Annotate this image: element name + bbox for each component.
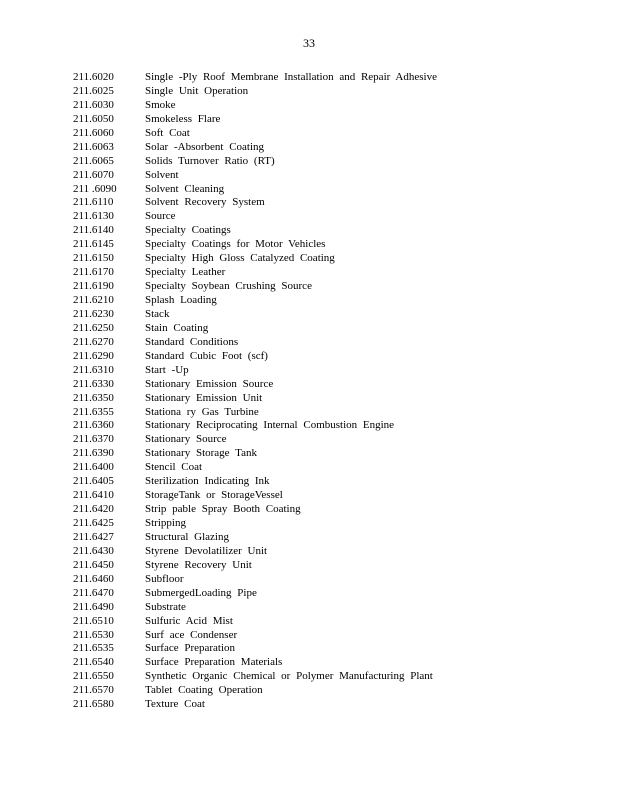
defined-term: Soft Coat [145, 126, 190, 139]
defined-term: Solvent [145, 168, 179, 181]
defined-term: Stain Coating [145, 321, 209, 334]
defined-term: Stationary Emission Source [145, 377, 274, 390]
section-code: 211.6130 [73, 210, 114, 223]
section-code: 211.6420 [73, 503, 114, 516]
list-item [73, 573, 593, 587]
defined-term: Single Unit Operation [145, 84, 249, 97]
list-item [73, 642, 593, 656]
list-item [73, 210, 593, 224]
section-code: 211.6290 [73, 349, 114, 362]
section-code: 211.6110 [73, 196, 114, 209]
list-item [73, 196, 593, 210]
section-code: 211.6425 [73, 517, 114, 529]
defined-term: Stencil Coat [145, 461, 203, 474]
list-item [73, 183, 593, 197]
section-code: 211 .6090 [73, 182, 117, 195]
list-item [73, 503, 593, 517]
list-item [73, 475, 593, 489]
section-code: 211.6330 [73, 377, 114, 390]
defined-term: Styrene Devolatilizer Unit [145, 544, 268, 557]
list-item [73, 447, 593, 461]
defined-term: Styrene Recovery Unit [145, 558, 252, 571]
defined-term: Solar -Absorbent Coating [145, 140, 265, 153]
list-item [73, 127, 593, 141]
definitions-index-list [73, 71, 593, 712]
section-code: 211.6210 [73, 294, 114, 306]
defined-term: StorageTank or StorageVessel [145, 489, 283, 502]
list-item [73, 280, 593, 294]
page-number: 33 [303, 36, 315, 50]
list-item [73, 364, 593, 378]
defined-term: Specialty Coatings [145, 224, 231, 237]
defined-term: Subfloor [145, 572, 184, 585]
defined-term: Texture Coat [145, 698, 205, 711]
list-item [73, 378, 593, 392]
defined-term: Solvent Cleaning [145, 182, 225, 195]
list-item [73, 684, 593, 698]
defined-term: Strip pable Spray Booth Coating [145, 503, 301, 516]
list-item [73, 433, 593, 447]
list-item [73, 266, 593, 280]
defined-term: Sulfuric Acid Mist [145, 614, 233, 627]
section-code: 211.6025 [73, 84, 114, 97]
list-item [73, 99, 593, 113]
list-item [73, 238, 593, 252]
list-item [73, 531, 593, 545]
section-code: 211.6150 [73, 252, 114, 265]
section-code: 211.6140 [73, 224, 114, 237]
defined-term: Stack [145, 307, 170, 320]
section-code: 211.6400 [73, 461, 114, 474]
defined-term: Smokeless Flare [145, 112, 221, 125]
defined-term: Splash Loading [145, 294, 217, 306]
defined-term: Stationary Reciprocating Internal Combustion Engine [145, 419, 395, 432]
list-item [73, 698, 593, 712]
defined-term: Stationa ry Gas Turbine [145, 405, 259, 418]
section-code: 211.6410 [73, 489, 114, 502]
section-code: 211.6530 [73, 628, 114, 641]
defined-term: Surface Preparation Materials [145, 656, 283, 669]
section-code: 211.6570 [73, 684, 114, 697]
defined-term: Smoke [145, 98, 176, 111]
defined-term: Substrate [145, 600, 186, 613]
section-code: 211.6230 [73, 307, 114, 320]
list-item [73, 559, 593, 573]
list-item [73, 601, 593, 615]
section-code: 211.6405 [73, 475, 114, 488]
defined-term: SubmergedLoading Pipe [145, 586, 257, 599]
section-code: 211.6355 [73, 405, 114, 418]
section-code: 211.6063 [73, 140, 114, 153]
list-item [73, 419, 593, 433]
defined-term: Specialty Soybean Crushing Source [145, 280, 312, 293]
list-item [73, 294, 593, 308]
list-item [73, 71, 593, 85]
section-code: 211.6535 [73, 642, 114, 655]
defined-term: Standard Conditions [145, 335, 239, 348]
defined-term: Stationary Emission Unit [145, 391, 263, 404]
defined-term: Specialty Leather [145, 266, 226, 279]
section-code: 211.6050 [73, 112, 114, 125]
defined-term: Stationary Storage Tank [145, 447, 257, 460]
section-code: 211.6060 [73, 126, 114, 139]
section-code: 211.6370 [73, 433, 114, 446]
defined-term: Surf ace Condenser [145, 628, 238, 641]
list-item [73, 656, 593, 670]
list-item [73, 322, 593, 336]
list-item [73, 336, 593, 350]
list-item [73, 113, 593, 127]
defined-term: Tablet Coating Operation [145, 684, 263, 697]
section-code: 211.6190 [73, 280, 114, 293]
list-item [73, 461, 593, 475]
list-item [73, 224, 593, 238]
section-code: 211.6430 [73, 544, 114, 557]
section-code: 211.6510 [73, 614, 114, 627]
section-code: 211.6490 [73, 600, 114, 613]
list-item [73, 252, 593, 266]
section-code: 211.6550 [73, 670, 114, 683]
section-code: 211.6390 [73, 447, 114, 460]
defined-term: Start -Up [145, 363, 189, 376]
list-item [73, 155, 593, 169]
defined-term: Specialty High Gloss Catalyzed Coating [145, 252, 335, 265]
defined-term: Synthetic Organic Chemical or Polymer Manufacturing Plant [145, 670, 433, 683]
list-item [73, 406, 593, 420]
defined-term: Solvent Recovery System [145, 196, 265, 209]
section-code: 211.6030 [73, 98, 114, 111]
section-code: 211.6450 [73, 558, 114, 571]
list-item [73, 587, 593, 601]
list-item [73, 85, 593, 99]
defined-term: Stationary Source [145, 433, 227, 446]
list-item [73, 489, 593, 503]
section-code: 211.6360 [73, 419, 114, 432]
defined-term: Structural Glazing [145, 530, 229, 543]
list-item [73, 169, 593, 183]
list-item [73, 615, 593, 629]
section-code: 211.6070 [73, 168, 114, 181]
defined-term: Surface Preparation [145, 642, 236, 655]
section-code: 211.6310 [73, 363, 114, 376]
defined-term: Source [145, 210, 176, 223]
section-code: 211.6427 [73, 530, 114, 543]
section-code: 211.6065 [73, 154, 114, 167]
section-code: 211.6145 [73, 238, 114, 251]
section-code: 211.6170 [73, 266, 114, 279]
defined-term: Standard Cubic Foot (scf) [145, 349, 268, 362]
defined-term: Stripping [145, 517, 186, 529]
section-code: 211.6460 [73, 572, 114, 585]
defined-term: Solids Turnover Ratio (RT) [145, 154, 275, 167]
section-code: 211.6540 [73, 656, 114, 669]
defined-term: Single -Ply Roof Membrane Installation and Repair Adhesive [145, 71, 437, 83]
defined-term: Sterilization Indicating Ink [145, 475, 270, 488]
list-item [73, 392, 593, 406]
defined-term: Specialty Coatings for Motor Vehicles [145, 238, 326, 251]
section-code: 211.6020 [73, 71, 114, 83]
list-item [73, 517, 593, 531]
list-item [73, 308, 593, 322]
section-code: 211.6350 [73, 391, 114, 404]
section-code: 211.6580 [73, 698, 114, 711]
list-item [73, 545, 593, 559]
section-code: 211.6270 [73, 335, 114, 348]
list-item [73, 141, 593, 155]
section-code: 211.6250 [73, 321, 114, 334]
list-item [73, 350, 593, 364]
section-code: 211.6470 [73, 586, 114, 599]
list-item [73, 629, 593, 643]
list-item [73, 670, 593, 684]
